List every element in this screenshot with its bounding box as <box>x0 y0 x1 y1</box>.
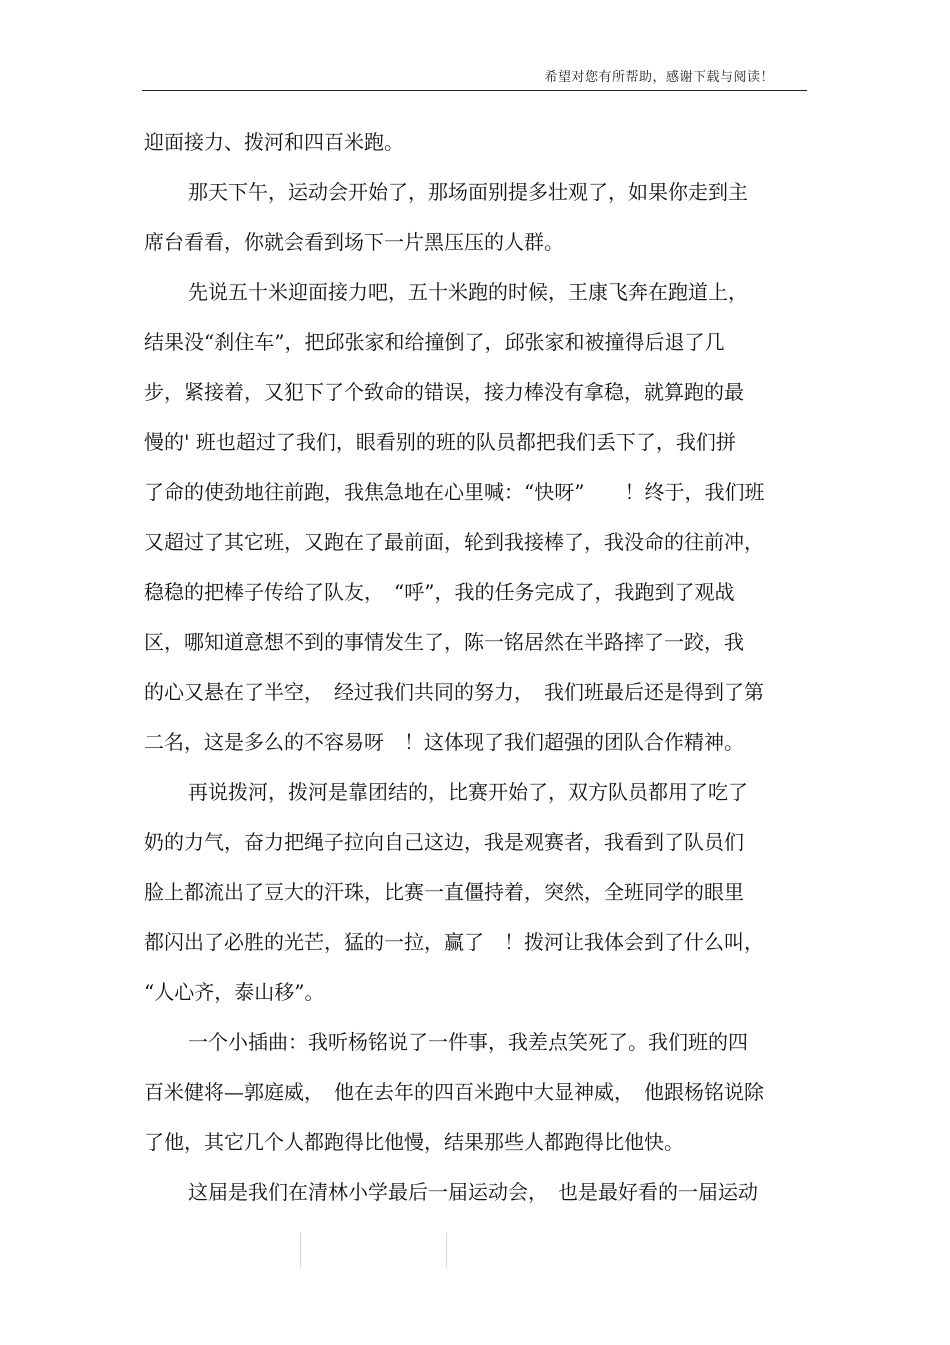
text-line: 二名，这是多么的不容易呀 ！这体现了我们超强的团队合作精神。 <box>144 730 744 754</box>
paragraph-start-line: 再说拨河，拨河是靠团结的，比赛开始了，双方队员都用了吃了 <box>188 780 748 804</box>
text-line: 慢的' 班也超过了我们，眼看别的班的队员都把我们丢下了，我们拼 <box>144 430 736 454</box>
text-line: 的心又悬在了半空， 经过我们共同的努力， 我们班最后还是得到了第 <box>144 680 764 704</box>
page-header-text: 希望对您有所帮助，感谢下载与阅读！ <box>544 70 774 85</box>
footer-divider-right <box>446 1233 447 1267</box>
header-divider <box>142 90 807 91</box>
paragraph-start-line: 这届是我们在清林小学最后一届运动会， 也是最好看的一届运动 <box>188 1180 758 1204</box>
text-line: 又超过了其它班，又跑在了最前面，轮到我接棒了，我没命的往前冲， <box>144 530 764 554</box>
text-line: 步，紧接着，又犯下了个致命的错误，接力棒没有拿稳，就算跑的最 <box>144 380 744 404</box>
document-body <box>144 117 799 1217</box>
text-line: 都闪出了必胜的光芒，猛的一拉，赢了 ！拨河让我体会到了什么叫， <box>144 930 764 954</box>
footer-divider-left <box>300 1233 301 1267</box>
text-line: 百米健将—郭庭威， 他在去年的四百米跑中大显神威， 他跟杨铭说除 <box>144 1080 764 1104</box>
text-line: 了他，其它几个人都跑得比他慢，结果那些人都跑得比他快。 <box>144 1130 684 1154</box>
text-line: 脸上都流出了豆大的汗珠，比赛一直僵持着，突然，全班同学的眼里 <box>144 880 744 904</box>
text-line: 了命的使劲地往前跑，我焦急地在心里喊：“快呀” ！终于，我们班 <box>144 480 765 504</box>
text-line: 稳稳的把棒子传给了队友， “呼”，我的任务完成了，我跑到了观战 <box>144 580 735 604</box>
paragraph-start-line: 先说五十米迎面接力吧，五十米跑的时候，王康飞奔在跑道上， <box>188 280 748 304</box>
text-line: 奶的力气，奋力把绳子拉向自己这边，我是观赛者，我看到了队员们 <box>144 830 744 854</box>
paragraph-start-line: 一个小插曲：我听杨铭说了一件事，我差点笑死了。我们班的四 <box>188 1030 748 1054</box>
text-line: “人心齐，泰山移”。 <box>144 980 325 1004</box>
paragraph-start-line: 那天下午，运动会开始了，那场面别提多壮观了，如果你走到主 <box>188 180 748 204</box>
text-line: 席台看看，你就会看到场下一片黑压压的人群。 <box>144 230 564 254</box>
text-line: 迎面接力、拨河和四百米跑。 <box>144 130 404 154</box>
text-line: 区，哪知道意想不到的事情发生了，陈一铭居然在半路摔了一跤，我 <box>144 630 744 654</box>
text-line: 结果没“刹住车”，把邱张家和给撞倒了，邱张家和被撞得后退了几 <box>144 330 725 354</box>
